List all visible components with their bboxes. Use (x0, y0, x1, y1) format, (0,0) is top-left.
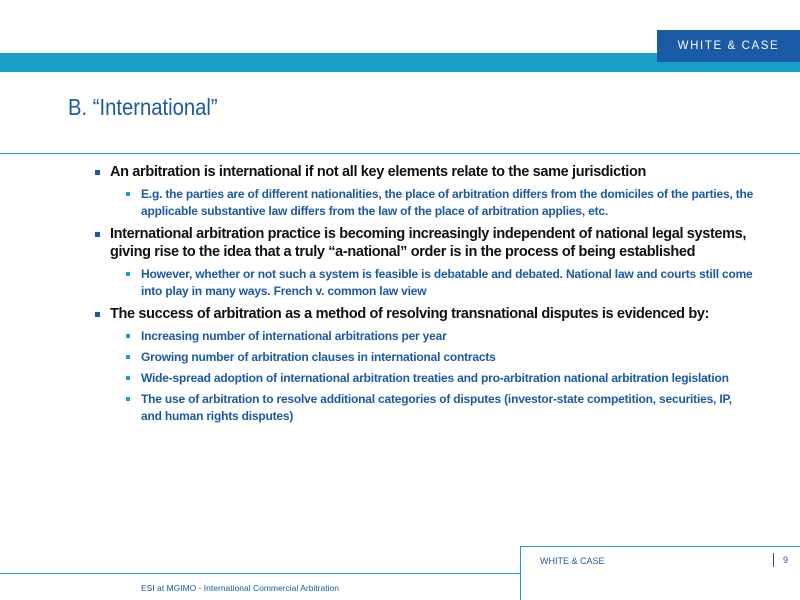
bullet-text: An arbitration is international if not all key elements relate to the same jurisdiction (110, 164, 646, 180)
footer-divider (773, 553, 774, 567)
square-bullet-icon (126, 272, 130, 276)
sub-bullet-text: The use of arbitration to resolve additional categories of disputes (investor-state competition, securities, IP, and human rights disputes) (141, 392, 732, 423)
sub-bullet-item (94, 328, 754, 345)
square-bullet-icon (95, 312, 100, 317)
square-bullet-icon (126, 355, 130, 359)
footer-firm-name: WHITE & CASE (540, 556, 605, 566)
sub-bullet-text: E.g. the parties are of different nationalities, the place of arbitration differs from the domiciles of the parties, the applicable substantive law differs from the law of the place of arbitration applies, etc. (141, 187, 754, 218)
sub-bullet-list (110, 266, 754, 300)
square-bullet-icon (126, 192, 130, 196)
bullet-text: The success of arbitration as a method of resolving transnational disputes is evidenced by: (110, 306, 710, 322)
bullet-item (94, 305, 754, 425)
sub-bullet-text: Increasing number of international arbitrations per year (141, 329, 447, 343)
firm-logo (657, 30, 800, 62)
sub-bullet-item (94, 186, 754, 220)
bullet-list (94, 163, 754, 430)
logo-text: WHITE & CASE (677, 40, 780, 52)
square-bullet-icon (95, 170, 100, 175)
sub-bullet-item (94, 370, 754, 387)
sub-bullet-item (94, 391, 754, 425)
square-bullet-icon (126, 397, 130, 401)
title-divider (0, 153, 800, 154)
sub-bullet-text: However, whether or not such a system is feasible is debatable and debated. National law and courts still come into play in many ways. French v. common law view (141, 267, 753, 298)
square-bullet-icon (95, 232, 100, 237)
square-bullet-icon (126, 376, 130, 380)
sub-bullet-text: Growing number of arbitration clauses in international contracts (141, 350, 496, 364)
footer-caption: ESI at MGIMO - International Commercial Arbitration (141, 583, 339, 593)
bullet-text: International arbitration practice is becoming increasingly independent of national legal systems, giving rise to the idea that a truly “a-national” order is in the process of being established (110, 226, 747, 260)
sub-bullet-item (94, 349, 754, 366)
sub-bullet-text: Wide-spread adoption of international arbitration treaties and pro-arbitration national arbitration legislation (141, 371, 729, 385)
bullet-item (94, 225, 754, 300)
sub-bullet-item (94, 266, 754, 300)
page-number: 9 (783, 555, 789, 565)
square-bullet-icon (126, 334, 130, 338)
sub-bullet-list (110, 328, 754, 425)
slide-title: B. “International” (68, 94, 218, 120)
bullet-item (94, 163, 754, 220)
sub-bullet-list (110, 186, 754, 220)
